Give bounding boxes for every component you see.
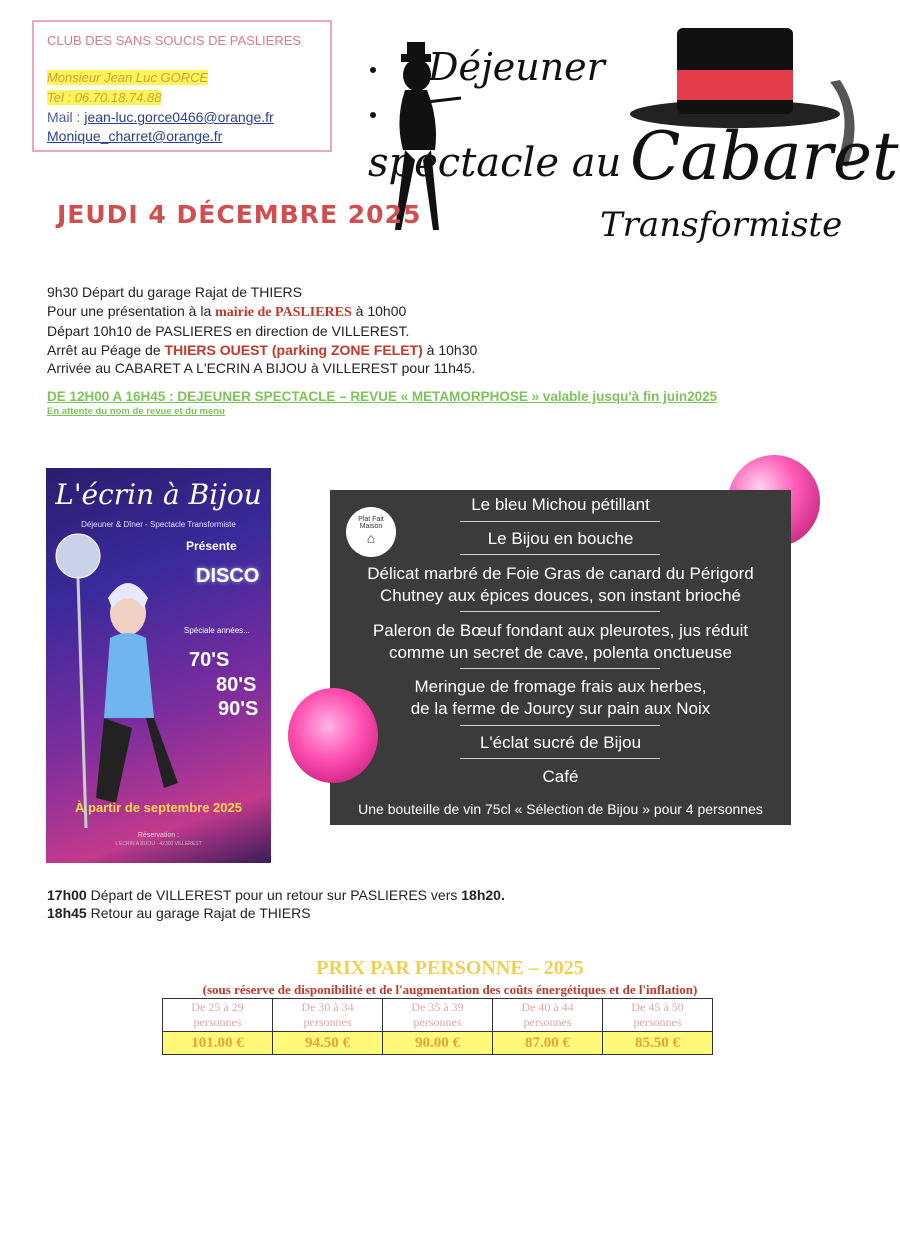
menu-item: Délicat marbré de Foie Gras de canard du Périgord <box>367 564 754 583</box>
club-name: CLUB DES SANS SOUCIS DE PASLIERES <box>47 33 302 48</box>
table-cell: De 40 à 44 personnes <box>493 999 603 1032</box>
menu-divider <box>460 725 660 726</box>
prices-table <box>162 998 713 1055</box>
itinerary-line: Arrivée au CABARET A L'ECRIN A BIJOU à VILLEREST pour 11h45. <box>47 360 476 376</box>
title-dejeuner: Déjeuner <box>428 45 605 89</box>
itinerary-line: Départ 10h10 de PASLIERES en direction de VILLEREST. <box>47 323 410 339</box>
menu-item: Le Bijou en bouche <box>487 529 634 548</box>
menu-wine: Une bouteille de vin 75cl « Sélection de Bijou » pour 4 personnes <box>358 801 763 817</box>
mail-link-2[interactable]: Monique_charret@orange.fr <box>47 128 223 144</box>
menu-divider <box>460 611 660 612</box>
return-line: 18h45 Retour au garage Rajat de THIERS <box>47 905 311 921</box>
menu-divider <box>460 758 660 759</box>
price-cell: 90.00 € <box>383 1032 493 1055</box>
table-cell: De 45 à 50 personnes <box>603 999 713 1032</box>
house-icon: ⌂ <box>366 530 376 546</box>
price-cell: 94.50 € <box>273 1032 383 1055</box>
contact-name: Monsieur Jean Luc GORCE <box>47 70 209 85</box>
homemade-badge: Plat Fait Maison ⌂ <box>346 507 396 557</box>
menu-item: comme un secret de cave, polenta onctueuse <box>388 643 733 662</box>
event-date: JEUDI 4 DÉCEMBRE 2025 <box>57 200 422 229</box>
table-cell: De 35 à 39 personnes <box>383 999 493 1032</box>
performer-photo-circle <box>288 688 378 783</box>
poster-decade-80: 80'S <box>216 674 257 696</box>
prices-subtitle: (sous réserve de disponibilité et de l'augmentation des coûts énergétiques et de l'inflation) <box>202 982 698 997</box>
menu-board <box>330 490 791 825</box>
poster-start-date: À partir de septembre 2025 <box>75 800 242 815</box>
menu-divider <box>460 521 660 522</box>
menu-divider <box>460 554 660 555</box>
menu-item: de la ferme de Jourcy sur pain aux Noix <box>410 699 711 718</box>
poster-speciale: Spéciale années... <box>184 626 250 635</box>
itinerary-line: Arrêt au Péage de THIERS OUEST (parking ZONE FELET) à 10h30 <box>47 341 478 358</box>
mail-label: Mail : <box>47 109 85 125</box>
menu-item: Le bleu Michou pétillant <box>471 495 650 514</box>
itinerary-line: 9h30 Départ du garage Rajat de THIERS <box>47 284 303 300</box>
contact-box <box>32 20 332 152</box>
table-cell: De 30 à 34 personnes <box>273 999 383 1032</box>
price-cell: 87.00 € <box>493 1032 603 1055</box>
itinerary-line: Pour une présentation à la mairie de PASLIERES à 10h00 <box>47 302 407 320</box>
table-row <box>163 999 713 1032</box>
price-cell: 101.00 € <box>163 1032 273 1055</box>
menu-item: Chutney aux épices douces, son instant brioché <box>379 586 741 605</box>
poster-presente: Présente <box>186 539 237 553</box>
show-info: DE 12H00 A 16H45 : DEJEUNER SPECTACLE – REVUE « METAMORPHOSE » valable jusqu'à fin juin2025 <box>47 389 718 404</box>
cabaret-poster <box>46 468 271 863</box>
show-note: En attente du nom de revue et du menu <box>47 406 225 417</box>
price-cell: 85.50 € <box>603 1032 713 1055</box>
table-cell: De 25 à 29 personnes <box>163 999 273 1032</box>
contact-phone: Tel : 06.70.18.74.88 <box>47 90 162 105</box>
poster-reservation: Réservation : <box>137 832 180 839</box>
menu-item: Café <box>542 767 579 786</box>
title-cabaret: Cabaret <box>630 118 899 195</box>
poster-title: L'écrin à Bijou <box>55 478 262 511</box>
table-row <box>163 1032 713 1055</box>
return-info <box>47 886 505 922</box>
poster-decade-90: 90'S <box>218 698 259 720</box>
mail-link-1[interactable]: jean-luc.gorce0466@orange.fr <box>84 109 274 125</box>
poster-reservation-details: L'ECRIN A BIJOU - 42300 VILLEREST <box>115 841 202 847</box>
title-spectacle: spectacle au <box>368 140 622 186</box>
menu-item: Paleron de Bœuf fondant aux pleurotes, jus réduit <box>372 621 749 640</box>
contact-mail-row <box>47 109 274 125</box>
title-transformiste: Transformiste <box>600 205 843 245</box>
prices-title: PRIX PAR PERSONNE – 2025 <box>316 957 584 979</box>
return-line: 17h00 Départ de VILLEREST pour un retour sur PASLIERES vers 18h20. <box>47 887 505 903</box>
poster-decade-70: 70'S <box>189 649 230 671</box>
menu-item: Meringue de fromage frais aux herbes, <box>414 677 707 696</box>
poster-subtitle: Déjeuner & Dîner - Spectacle Transformiste <box>81 520 236 529</box>
poster-disco: DISCO <box>196 565 260 587</box>
menu-divider <box>460 668 660 669</box>
itinerary <box>47 283 477 378</box>
menu-item: L'éclat sucré de Bijou <box>479 733 642 752</box>
